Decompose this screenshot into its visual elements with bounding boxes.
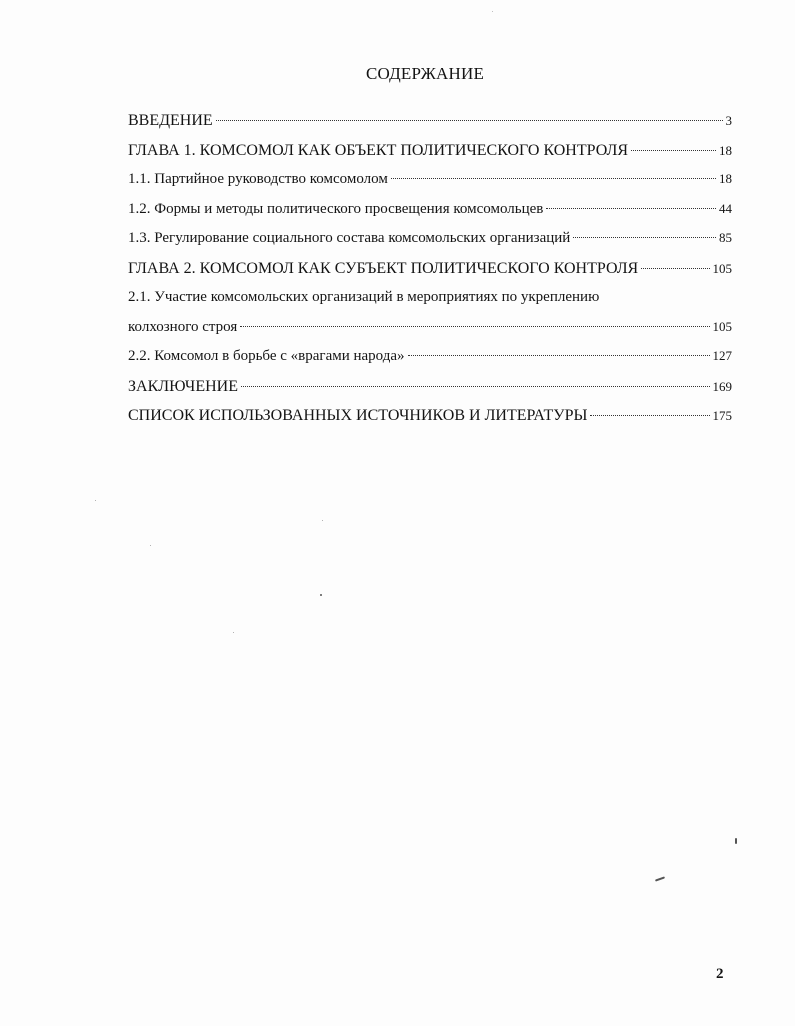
toc-entry-section-2-2[interactable] bbox=[128, 348, 732, 378]
scan-speck bbox=[150, 545, 151, 546]
toc-entry-text: 1.3. Регулирование социального состава комсомольских организаций bbox=[128, 230, 571, 246]
table-of-contents bbox=[128, 112, 732, 437]
dot-leader bbox=[241, 386, 710, 387]
toc-entry-chapter-1[interactable] bbox=[128, 142, 732, 172]
dot-leader bbox=[391, 178, 716, 179]
toc-entry-introduction[interactable] bbox=[128, 112, 732, 142]
dot-leader bbox=[216, 120, 723, 121]
toc-entry-page: 18 bbox=[719, 142, 732, 158]
toc-entry-section-2-1-continued[interactable] bbox=[128, 319, 732, 349]
toc-entry-text: СПИСОК ИСПОЛЬЗОВАННЫХ ИСТОЧНИКОВ И ЛИТЕРАТУРЫ bbox=[128, 407, 588, 424]
toc-entry-page: 105 bbox=[712, 260, 732, 276]
scan-speck bbox=[492, 11, 493, 12]
toc-entry-page: 175 bbox=[712, 408, 732, 423]
toc-entry-text-line2: колхозного строя bbox=[128, 318, 238, 335]
toc-entry-chapter-2[interactable] bbox=[128, 260, 732, 290]
toc-entry-page: 44 bbox=[719, 200, 732, 216]
toc-entry-section-1-2[interactable] bbox=[128, 201, 732, 231]
dot-leader bbox=[631, 150, 716, 151]
toc-entry-section-1-3[interactable] bbox=[128, 230, 732, 260]
toc-entry-page: 127 bbox=[712, 348, 732, 363]
scan-speck bbox=[322, 520, 323, 521]
toc-entry-text: ГЛАВА 2. КОМСОМОЛ КАК СУБЪЕКТ ПОЛИТИЧЕСКОГО КОНТРОЛЯ bbox=[128, 259, 639, 277]
toc-entry-text: ВВЕДЕНИЕ bbox=[128, 112, 213, 129]
toc-entry-text-line1: 2.1. Участие комсомольских организаций в мероприятиях по укреплению bbox=[128, 289, 600, 305]
dot-leader bbox=[573, 237, 716, 238]
dot-leader bbox=[641, 268, 709, 269]
toc-entry-text: ГЛАВА 1. КОМСОМОЛ КАК ОБЪЕКТ ПОЛИТИЧЕСКОГО КОНТРОЛЯ bbox=[128, 141, 628, 159]
toc-entry-page: 169 bbox=[712, 378, 732, 394]
toc-entry-text: ЗАКЛЮЧЕНИЕ bbox=[128, 377, 238, 395]
toc-entry-section-1-1[interactable] bbox=[128, 171, 732, 201]
scan-speck bbox=[95, 500, 96, 501]
toc-entry-page: 18 bbox=[719, 171, 732, 186]
scan-speck bbox=[655, 876, 665, 881]
dot-leader bbox=[240, 326, 709, 327]
toc-entry-page: 3 bbox=[725, 113, 732, 128]
dot-leader bbox=[590, 415, 709, 416]
toc-entry-conclusion[interactable] bbox=[128, 378, 732, 408]
toc-entry-text: 1.1. Партийное руководство комсомолом bbox=[128, 171, 388, 187]
toc-entry-references[interactable] bbox=[128, 407, 732, 437]
page-title: СОДЕРЖАНИЕ bbox=[365, 64, 485, 83]
toc-entry-section-2-1[interactable] bbox=[128, 289, 732, 319]
page-number: 2 bbox=[716, 966, 724, 982]
toc-entry-page: 105 bbox=[712, 318, 732, 334]
toc-entry-page: 85 bbox=[719, 230, 732, 245]
toc-entry-text: 2.2. Комсомол в борьбе с «врагами народа» bbox=[128, 348, 405, 364]
scan-speck bbox=[233, 632, 234, 633]
scan-speck bbox=[320, 594, 322, 596]
dot-leader bbox=[546, 208, 716, 209]
scan-speck bbox=[735, 838, 737, 844]
toc-entry-text: 1.2. Формы и методы политического просвещения комсомольцев bbox=[128, 200, 544, 217]
dot-leader bbox=[408, 355, 710, 356]
